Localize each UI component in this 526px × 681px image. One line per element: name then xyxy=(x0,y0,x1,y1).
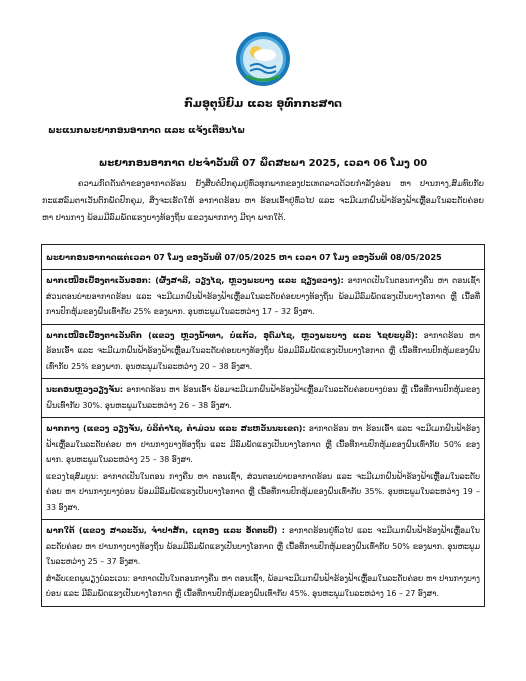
region-subforecast-xaisomboun: ແຂວງໄຊສົມບູນ: ອາກາດເປັນໃນຕອນ ກາງຄືນ ຫາ ຕອນເຊົ້າ, ສ່ວນຕອນບ່າຍອາກາດຮ້ອນ ແລະ ຈະມີເມກຝົນຟ້າຮ້ອງຟ້າເຫຼື້ອມໃນລະດັບຄ່ອຍ ຫາ ປານກາງບາງບ່ອນ ພ້ອມມີລົມພັດແຮງເປັນບາງໂອກາດ ຫຼື ເນື້ອທີ່ການປົກຫຸ້ມຂອງຝົນເທົ່າກັບ 35%. ອຸນຫະພູມໃນລະຫວ່າງ 19 – 33 ອົງສາ. xyxy=(46,471,480,512)
region-forecast: ອາກາດຮ້ອນ ຫາ ຮ້ອນເອົ້າ ແລະ ຈະມີເມກຝົນຟ້າຮ້ອງຟ້າເຫຼື້ອມໃນລະດັບຄ່ອຍ ຫາ ປານກາງບາງທ້ອງຖິ່ນ ແລະ ມີລົມພັດແຮງເປັນບາງໂອກາດ ຫຼື ເນື້ອທີ່ການປົກຫຸ້ມຂອງຝົນເທົ່າກັບ 50% ຂອງພາກ. ອຸນຫະພູມໃນລະຫວ່າງ 25 – 38 ອົງສາ. xyxy=(46,424,480,464)
region-row-north-west xyxy=(42,325,484,380)
division-name: ພະແນກພະຍາກອນອາກາດ ແລະ ແຈ້ງເຕືອນໄພ xyxy=(48,126,246,136)
forecast-intro: ຄວາມກົດດັນຕ່ຳຂອງອາກາດຮ້ອນ ຍັງສືບຕໍ່ປົກຄຸມຢູ່ທົ່ວທຸກພາກຂອງປະເທດລາວດ້ວຍກຳລັງອ່ອນ ຫາ ປານກາງ,ສົມທົບກັບກະແສລົມຕາເວັນຕົກພັດປົກຄຸມ, ສິ່ງຈະເຮັດໃຫ້ ອາກາດຮ້ອນ ຫາ ຮ້ອນເອົ້າຢູ່ທົ່ວໄປ ແລະ ຈະມີເມກຝົນຟ້າຮ້ອງຟ້າເຫຼື້ອມໃນລະດັບຄ່ອຍ ຫາ ປານກາງ ພ້ອມມີລົມພັດແຮງບາງທ້ອງຖິ່ນ ແຂວງພາກກາງ ມີຖາ ພາກໃຕ້. xyxy=(42,178,484,222)
region-row-vientiane-capital xyxy=(42,379,484,418)
region-forecast: ອາກາດຮ້ອນ ຫາ ຮ້ອນເອົ້າ ແລະ ຈະມີເມກຝົນຟ້າຮ້ອງຟ້າເຫຼື້ອມໃນລະດັບຄ່ອຍບາງທ້ອງຖິ່ນ ພ້ອມມີລົມພັດແຮງເປັນບາງໂອກາດ ຫຼື ເນື້ອທີ່ການປົກຫຸ້ມຂອງຝົນເທົ່າກັບ 25% ຂອງພາກ. ອຸນຫະພູມໃນລະຫວ່າງ 20 – 38 ອົງສາ. xyxy=(46,330,480,371)
region-name: ພາກເໜືອເບື້ອງຕາເວັນອອກ: (ຜົ້ງສາລີ, ວຽງໄຊ, ຫຼວງພະບາງ ແລະ ຊຽງຂວາງ): xyxy=(46,276,344,285)
region-row-south xyxy=(42,520,484,606)
region-forecast: ອາກາດຮ້ອນ ຫາ ຮ້ອນເອົ້າ ພ້ອມຈະມີເມກຝົນຟ້າຮ້ອງຟ້າເຫຼື້ອມໃນລະດັບຄ່ອຍບາງບ່ອນ ຫຼື ເນື້ອທີ່ການປົກຫຸ້ມຂອງຝົນເທົ່າກັບ 30%. ອຸນຫະພູມໃນລະຫວ່າງ 26 – 38 ອົງສາ. xyxy=(46,385,480,410)
region-subforecast-bolaven-plateau: ສຳລັບເຂດພູພຽງບໍລະເວນ: ອາກາດເປັນໃນຕອນກາງຄືນ ຫາ ຕອນເຊົ້າ, ພ້ອມຈະມີເມກຝົນຟ້າຮ້ອງຟ້າເຫຼື້ອມໃນລະດັບຄ່ອຍ ຫາ ປານກາງບາງບ່ອນ ແລະ ມີລົມພັດແຮງເປັນບາງໂອກາດ ຫຼື ເນື້ອທີ່ການປົກຫຸ້ມຂອງຝົນເທົ່າກັບ 45%. ອຸນຫະພູມໃນລະຫວ່າງ 16 – 27 ອົງສາ. xyxy=(46,573,480,598)
region-name: ພາກໃຕ້ (ແຂວງ ສາລະວັນ, ຈຳປາສັກ, ເຊກອງ ແລະ ອັດຕະປື) : xyxy=(46,526,285,535)
region-name: ພາກເໜືອເບື້ອງຕາເວັນຕົກ (ແຂວງ ຫຼວງນ້ຳທາ, ບໍ່ແກ້ວ, ອຸດົມໄຊ, ຫຼວງພະບາງ ແລະ ໄຊຍະບູລີ): xyxy=(46,330,418,340)
region-forecast: ອາກາດຮ້ອນຢູ່ທົ່ວໄປ ແລະ ຈະມີເມກຝົນຟ້າຮ້ອງຟ້າເຫຼື້ອມໃນລະດັບຄ່ອຍ ຫາ ປານກາງບາງທ້ອງຖິ່ນ ພ້ອມມີລົມພັດແຮງເປັນບາງໂອກາດ ຫຼື ເນື້ອທີ່ການປົກຫຸ້ມຂອງຝົນເທົ່າກັບ 50% ຂອງພາກ. ອຸນຫະພູມໃນລະຫວ່າງ 25 – 37 ອົງສາ. xyxy=(46,526,481,566)
department-logo-icon xyxy=(234,30,292,88)
region-row-north-east xyxy=(42,270,484,325)
forecast-period-header: ພະຍາກອນອາກາດແຕ່ເວລາ 07 ໂມງ ຂອງວັນທີ 07/05/2025 ຫາ ເວລາ 07 ໂມງ ຂອງວັນທີ 08/05/2025 xyxy=(42,245,484,270)
region-forecast: ອາກາດເປັນໃນຕອນກາງຄືນ ຫາ ຕອນເຊົ້າ ສ່ວນຕອນບ່າຍອາກາດຮ້ອນ ແລະ ຈະມີເມກຝົນຟ້າຮ້ອງຟ້າເຫຼື້ອມໃນລະດັບຄ່ອຍບາງທ້ອງຖິ່ນ ພ້ອມມີລົມພັດແຮງເປັນບາງໂອກາດ ຫຼື ເນື້ອທີ່ການປົກຫຸ້ມຂອງຝົນເທົ່າກັບ 25% ຂອງພາກ. ອຸນຫະພູມໃນລະຫວ່າງ 17 – 32 ອົງສາ. xyxy=(46,276,480,316)
forecast-title: ພະຍາກອນອາກາດ ປະຈຳວັນທີ 07 ພຶດສະພາ 2025, ເວລາ 06 ໂມງ 00 xyxy=(98,158,428,169)
department-name: ກົມອຸຕຸນິຍົມ ແລະ ອຸທົກກະສາດ xyxy=(184,97,342,110)
region-name: ພາກກາງ (ແຂວງ ວຽງຈັນ, ບໍລິຄຳໄຊ, ຄຳມ່ວນ ແລະ ສະຫວັນນະເຂດ): xyxy=(46,424,306,433)
forecast-table xyxy=(41,244,485,607)
region-row-central xyxy=(42,418,484,520)
region-name: ນະຄອນຫຼວງວຽງຈັນ: xyxy=(46,385,124,394)
